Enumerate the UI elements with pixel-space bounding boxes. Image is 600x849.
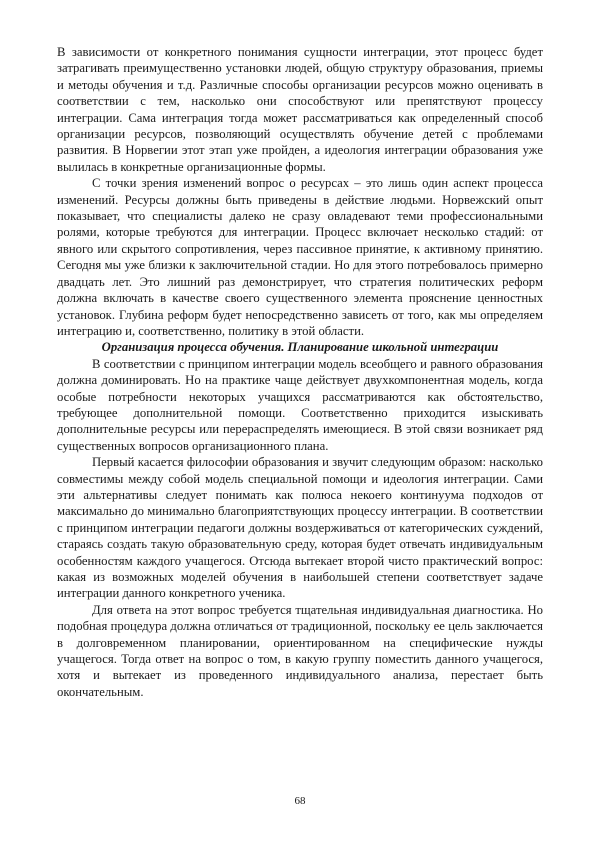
paragraph-5: Для ответа на этот вопрос требуется тщательная индивидуальная диагностика. Но подобная процедура должна отличаться от традиционной, поскольку ее цель заключается в долговременном планировании, ориентированном на специфические нужды учащегося. Тогда ответ на вопрос о том, в какую группу поместить данного учащегося, хотя и вытекает из проведенного индивидуального анализа, перестает быть окончательным. <box>57 602 543 699</box>
section-heading: Организация процесса обучения. Планирование школьной интеграции <box>101 340 499 355</box>
paragraph-1: В зависимости от конкретного понимания сущности интеграции, этот процесс будет затрагивать преимущественно установки людей, общую структуру образования, приемы и методы обучения и т.д. Различные способы организации ресурсов можно оценивать в соответствии с тем, насколько они способствуют или препятствуют процессу интеграции. Сама интеграция тогда может рассматриваться как определенный способ организации ресурсов, позволяющий осуществлять обучение детей с проблемами развития. В Норвегии этот этап уже пройден, а идеология интеграции образования уже вылилась в конкретные организационные формы. <box>57 45 543 174</box>
paragraph-3: В соответствии с принципом интеграции модель всеобщего и равного образования должна доминировать. Но на практике чаще действует двухкомпонентная модель, когда особые потребности некоторых учащихся рассматриваются как обстоятельство, требующее дополнительной помощи. Соответственно приходится изыскивать дополнительные ресурсы или перераспределять имеющиеся. В этой связи возникает ряд существенных вопросов организационного плана. <box>57 356 543 453</box>
paragraph-2: С точки зрения изменений вопрос о ресурсах – это лишь один аспект процесса изменений. Ресурсы должны быть приведены в действие людьми. Норвежский опыт показывает, что специалисты далеко не сразу овладевают теми профессиональными ролями, которые требуются для интеграции. Процесс включает несколько стадий: от явного или скрытого сопротивления, через пассивное принятие, к активному принятию. Сегодня мы уже близки к заключительной стадии. Но для этого потребовалось примерно двадцать лет. Это лишний раз демонстрирует, что стратегия политических реформ должна включать в качестве своего существенного элемента прояснение ценностных установок. Глубина реформ будет непосредственно зависеть от того, как мы определяем интеграцию и, соответственно, политику в этой области. <box>57 176 543 338</box>
page-number: 68 <box>294 795 306 807</box>
paragraph-4: Первый касается философии образования и звучит следующим образом: насколько совместимы между собой модель специальной помощи и идеология интеграции. Сами эти альтернативы следует понимать как полюса некоего континуума подходов от максимально до минимально благоприятствующих процессу интеграции. В соответствии с принципом интеграции педагоги должны воздерживаться от категорических суждений, стараясь создать такую образовательную среду, которая будет отвечать индивидуальным особенностям каждого учащегося. Отсюда вытекает второй чисто практический вопрос: какая из возможных моделей обучения в наибольшей степени соответствует задаче интеграции данного конкретного ученика. <box>57 455 543 601</box>
